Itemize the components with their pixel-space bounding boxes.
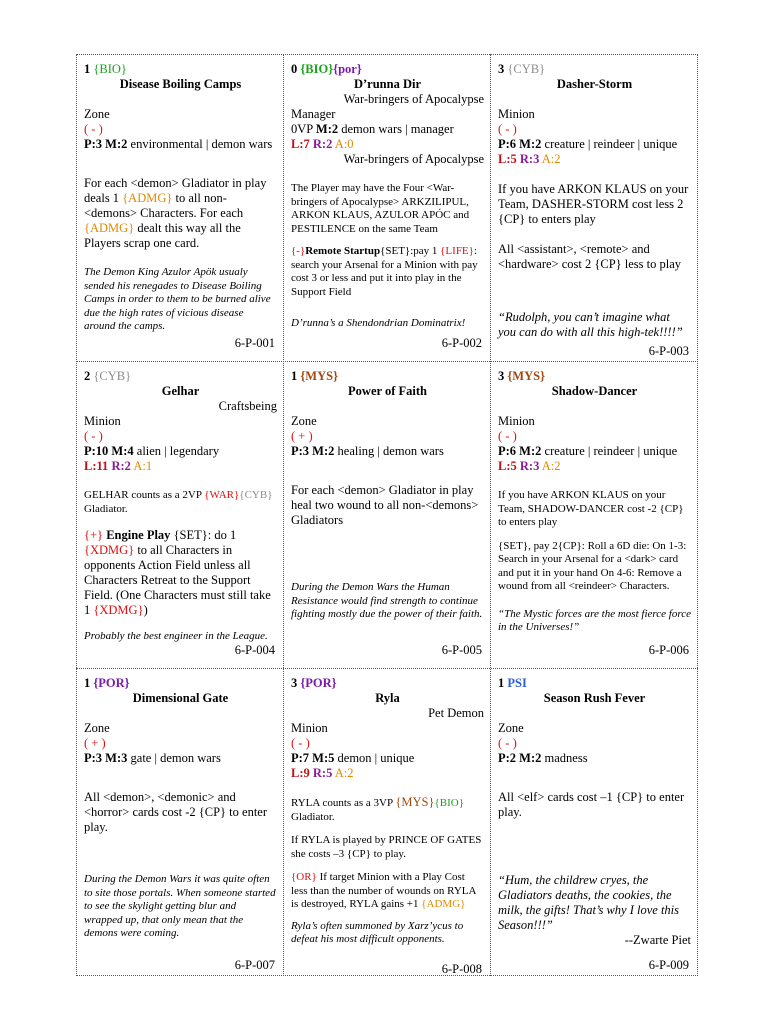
- card-stats: [291, 122, 484, 137]
- card-code: 6-P-007: [234, 958, 275, 972]
- card-disease-boiling-camps: [76, 54, 283, 361]
- grid-line: [697, 54, 698, 976]
- card-pm: P:6 M:2: [498, 137, 542, 151]
- card-title: Power of Faith: [348, 384, 427, 398]
- ability-cost: {SET}: do 1: [170, 528, 237, 542]
- card-stats: [84, 444, 277, 459]
- life-token: {LIFE}: [440, 245, 474, 257]
- ability-end: ): [143, 603, 148, 617]
- card-stats: [291, 751, 484, 766]
- text-part: Gladiator.: [84, 502, 128, 515]
- card-title: Gelhar: [161, 384, 200, 398]
- admg-token: {ADMG}: [421, 898, 466, 910]
- card-ryla: [283, 668, 490, 975]
- card-tags: creature | reindeer | unique: [544, 444, 678, 458]
- ability-sign: {-}: [291, 245, 306, 257]
- card-a: A:2: [334, 766, 354, 780]
- card-type: Minion: [498, 107, 535, 121]
- xdmg-token: {XDMG}: [93, 603, 144, 617]
- card-r: R:3: [519, 459, 540, 473]
- card-faction: {POR}: [93, 676, 130, 690]
- card-pm: P:7 M:5: [291, 751, 335, 765]
- card-faction-2: {por}: [333, 62, 362, 76]
- ability-name: Remote Startup: [305, 245, 381, 257]
- ability-text: : search your Arsenal for a Minion with pay cost 3 or less and put it into play in the Support Field: [291, 245, 478, 298]
- card-sign: ( - ): [84, 429, 103, 443]
- card-flavor: D’runna’s a Shendondrian Dominatrix!: [291, 317, 466, 329]
- card-cost-line: [84, 676, 277, 691]
- card-flavor: “Hum, the childrew cryes, the Gladiators deaths, the cookies, the milk, the gifts! That’s why I love this Season!!!”: [498, 873, 680, 932]
- card-text-3: [291, 871, 484, 912]
- card-code: 6-P-003: [648, 344, 689, 358]
- card-sign: ( + ): [291, 429, 313, 443]
- card-tags: creature | reindeer | unique: [544, 137, 678, 151]
- text-part: Gladiator.: [291, 810, 335, 823]
- card-lra: [498, 152, 691, 167]
- card-type: Zone: [84, 721, 110, 735]
- admg-token: {ADMG}: [84, 221, 135, 235]
- card-pm: M:2: [315, 122, 339, 136]
- card-text: [84, 489, 277, 516]
- card-text: For each <demon> Gladiator in play heal two wound to all non-<demons> Gladiators: [291, 483, 479, 527]
- card-stats: [84, 137, 277, 152]
- card-stats: [84, 751, 277, 766]
- card-tags: demon | unique: [337, 751, 415, 765]
- card-sign: ( - ): [84, 122, 103, 136]
- card-gelhar: [76, 361, 283, 668]
- card-type: Zone: [291, 414, 317, 428]
- card-sign: ( + ): [84, 736, 106, 750]
- card-tags: gate | demon wars: [130, 751, 221, 765]
- card-sign: ( - ): [498, 122, 517, 136]
- card-l: L:7: [291, 137, 310, 151]
- card-text: All <elf> cards cost –1 {CP} to enter play.: [498, 790, 685, 819]
- card-code: 6-P-002: [441, 336, 482, 350]
- card-faction: {MYS}: [507, 369, 546, 383]
- card-stats: [498, 444, 691, 459]
- card-cost: 1: [291, 369, 298, 383]
- cyb-token: {CYB}: [239, 489, 273, 501]
- card-tags: demon wars | manager: [341, 122, 454, 136]
- card-ability: [291, 245, 484, 299]
- card-flavor: The Demon King Azulor Apök usualy sended his renegades to Disease Boiling Camps in order to them to be burned alive due the high rates of vicious disease around the camps.: [84, 266, 271, 332]
- card-faction: {BIO}: [93, 62, 127, 76]
- card-subtitle: Craftsbeing: [218, 399, 277, 413]
- card-l: L:5: [498, 152, 517, 166]
- card-pm: P:2 M:2: [498, 751, 542, 765]
- card-faction: {CYB}: [507, 62, 546, 76]
- card-type: Minion: [498, 414, 535, 428]
- card-cost-line: [291, 369, 484, 384]
- card-lra: [84, 459, 277, 474]
- ability-cost: {SET}:pay 1: [380, 245, 441, 257]
- card-cost-line: [291, 62, 484, 77]
- card-flavor: “The Mystic forces are the most fierce force in the Universes!”: [498, 607, 691, 633]
- card-vp: 0VP: [291, 122, 313, 136]
- card-sign: ( - ): [498, 429, 517, 443]
- card-cost: 3: [291, 676, 298, 690]
- card-cost: 3: [498, 369, 505, 383]
- card-l: L:9: [291, 766, 310, 780]
- card-type: Zone: [498, 721, 524, 735]
- text-part: GELHAR counts as a 2VP: [84, 489, 205, 501]
- card-faction: PSI: [507, 676, 527, 690]
- card-title: Season Rush Fever: [543, 691, 646, 705]
- card-season-rush-fever: [490, 668, 697, 975]
- card-stats: [498, 751, 691, 766]
- card-pm: P:3 M:2: [84, 137, 128, 151]
- card-a: A:0: [334, 137, 354, 151]
- grid-line: [76, 975, 698, 976]
- card-subtitle-2: War-bringers of Apocalypse: [343, 152, 484, 166]
- text-part: If target Minion with a Play Cost less than the number of wounds on RYLA is destroyed, RYLA gains +1: [291, 871, 476, 910]
- card-cost-line: [84, 369, 277, 384]
- card-text: [84, 176, 277, 251]
- card-text: The Player may have the Four <War-bringers of Apocalypse> ARKZILIPUL, ARKON KLAUS, AZULOR APÓC and PESTILENCE on the same Team: [291, 182, 470, 235]
- card-cost: 0: [291, 62, 298, 76]
- card-a: A:2: [541, 152, 561, 166]
- card-faction: {CYB}: [93, 369, 132, 383]
- card-lra: [291, 766, 484, 781]
- card-power-of-faith: [283, 361, 490, 668]
- card-title: Dimensional Gate: [132, 691, 229, 705]
- card-flavor: “Rudolph, you can’t imagine what you can do with all this high-tek!!!!”: [498, 310, 683, 339]
- card-subtitle: War-bringers of Apocalypse: [343, 92, 484, 106]
- card-cost: 1: [84, 62, 91, 76]
- card-a: A:1: [133, 459, 153, 473]
- card-cost-line: [291, 676, 484, 691]
- card-cost-line: [498, 62, 691, 77]
- card-shadow-dancer: [490, 361, 697, 668]
- card-code: 6-P-006: [648, 643, 689, 657]
- xdmg-token: {XDMG}: [84, 543, 135, 557]
- card-ability: [84, 528, 277, 618]
- card-tags: environmental | demon wars: [130, 137, 273, 151]
- card-sign: ( - ): [498, 736, 517, 750]
- card-sheet: [76, 54, 698, 976]
- bio-token: {BIO}: [434, 797, 465, 809]
- card-pm: P:10 M:4: [84, 444, 134, 458]
- card-cost: 1: [84, 676, 91, 690]
- card-code: 6-P-005: [441, 643, 482, 657]
- card-l: L:11: [84, 459, 109, 473]
- war-token: {WAR}: [204, 489, 240, 501]
- card-flavor: Ryla’s often summoned by Xarz’ycus to defeat his most difficult opponents.: [291, 919, 464, 945]
- card-lra: [498, 459, 691, 474]
- card-title: Disease Boiling Camps: [119, 77, 242, 91]
- card-code: 6-P-004: [234, 643, 275, 657]
- card-stats: [291, 444, 484, 459]
- card-tags: healing | demon wars: [337, 444, 444, 458]
- card-flavor: Probably the best engineer in the League.: [84, 630, 268, 642]
- card-cost-line: [84, 62, 277, 77]
- card-drunna-dir: [283, 54, 490, 361]
- card-lra: [291, 137, 484, 152]
- ability-sign: {+}: [84, 528, 104, 542]
- text-part: to all non-<demons> Characters. For each: [84, 191, 244, 220]
- text-part: RYLA counts as a 3VP: [291, 797, 396, 809]
- card-title: Dasher-Storm: [556, 77, 633, 91]
- card-title: D’runna Dir: [353, 77, 422, 91]
- card-stats: [498, 137, 691, 152]
- card-subtitle: Pet Demon: [428, 706, 484, 720]
- card-title: Ryla: [375, 691, 400, 705]
- card-cost-line: [498, 676, 691, 691]
- card-title: Shadow-Dancer: [551, 384, 638, 398]
- card-pm: P:3 M:2: [291, 444, 335, 458]
- card-code: 6-P-009: [648, 958, 689, 972]
- card-type: Zone: [84, 107, 110, 121]
- card-text-2: If RYLA is played by PRINCE OF GATES she costs –3 {CP} to play.: [291, 834, 482, 860]
- card-r: R:5: [312, 766, 333, 780]
- card-tags: madness: [544, 751, 588, 765]
- card-type: Manager: [291, 107, 336, 121]
- card-r: R:2: [312, 137, 333, 151]
- text-part: dealt this way all the Players scrap one card.: [84, 221, 241, 250]
- card-pm: P:3 M:3: [84, 751, 128, 765]
- card-code: 6-P-008: [441, 962, 482, 976]
- card-dimensional-gate: [76, 668, 283, 975]
- card-quote-author: --Zwarte Piet: [624, 933, 691, 947]
- admg-token: {ADMG}: [122, 191, 173, 205]
- card-flavor: During the Demon Wars it was quite often to site those portals. When someone started to see the skylight getting blur and wrapped up, that only mean that the demons were coming.: [84, 873, 276, 939]
- card-tags: alien | legendary: [136, 444, 220, 458]
- text-part: For each <demon> Gladiator in play deals 1: [84, 176, 267, 205]
- card-cost: 1: [498, 676, 505, 690]
- card-faction: {MYS}: [300, 369, 339, 383]
- card-text: [291, 796, 484, 824]
- card-faction: {BIO}: [300, 62, 334, 76]
- or-token: {OR}: [291, 871, 317, 883]
- card-text-2: All <assistant>, <remote> and <hardware> cost 2 {CP} less to play: [498, 242, 682, 271]
- card-l: L:5: [498, 459, 517, 473]
- card-cost: 2: [84, 369, 91, 383]
- card-cost: 3: [498, 62, 505, 76]
- card-text: If you have ARKON KLAUS on your Team, SHADOW-DANCER cost -2 {CP} to enters play: [498, 489, 684, 528]
- card-type: Minion: [84, 414, 121, 428]
- ability-text: to all Characters in opponents Action Field unless all Characters Retreat to the Support Field. (One Characters must still take 1: [84, 543, 271, 617]
- card-text: All <demon>, <demonic> and <horror> cards cost -2 {CP} to enter play.: [84, 790, 268, 834]
- mys-token: {MYS}: [395, 795, 435, 809]
- card-code: 6-P-001: [234, 336, 275, 350]
- card-cost-line: [498, 369, 691, 384]
- card-text: If you have ARKON KLAUS on your Team, DASHER-STORM cost less 2 {CP} to enters play: [498, 182, 689, 226]
- card-faction: {POR}: [300, 676, 337, 690]
- card-dasher-storm: [490, 54, 697, 361]
- card-flavor: During the Demon Wars the Human Resistance would find strength to continue fighting mostly due the power of their faith.: [291, 581, 483, 620]
- card-r: R:2: [111, 459, 131, 473]
- ability-name: Engine Play: [106, 528, 171, 542]
- card-sign: ( - ): [291, 736, 310, 750]
- card-r: R:3: [519, 152, 540, 166]
- card-text-2: {SET}, pay 2{CP}: Roll a 6D die: On 1-3: Search in your Arsenal for a <dark> card and put it in your hand On 4-6: Remove a wound from all <reindeer> Characters.: [498, 539, 687, 592]
- card-pm: P:6 M:2: [498, 444, 542, 458]
- card-type: Minion: [291, 721, 328, 735]
- card-a: A:2: [541, 459, 561, 473]
